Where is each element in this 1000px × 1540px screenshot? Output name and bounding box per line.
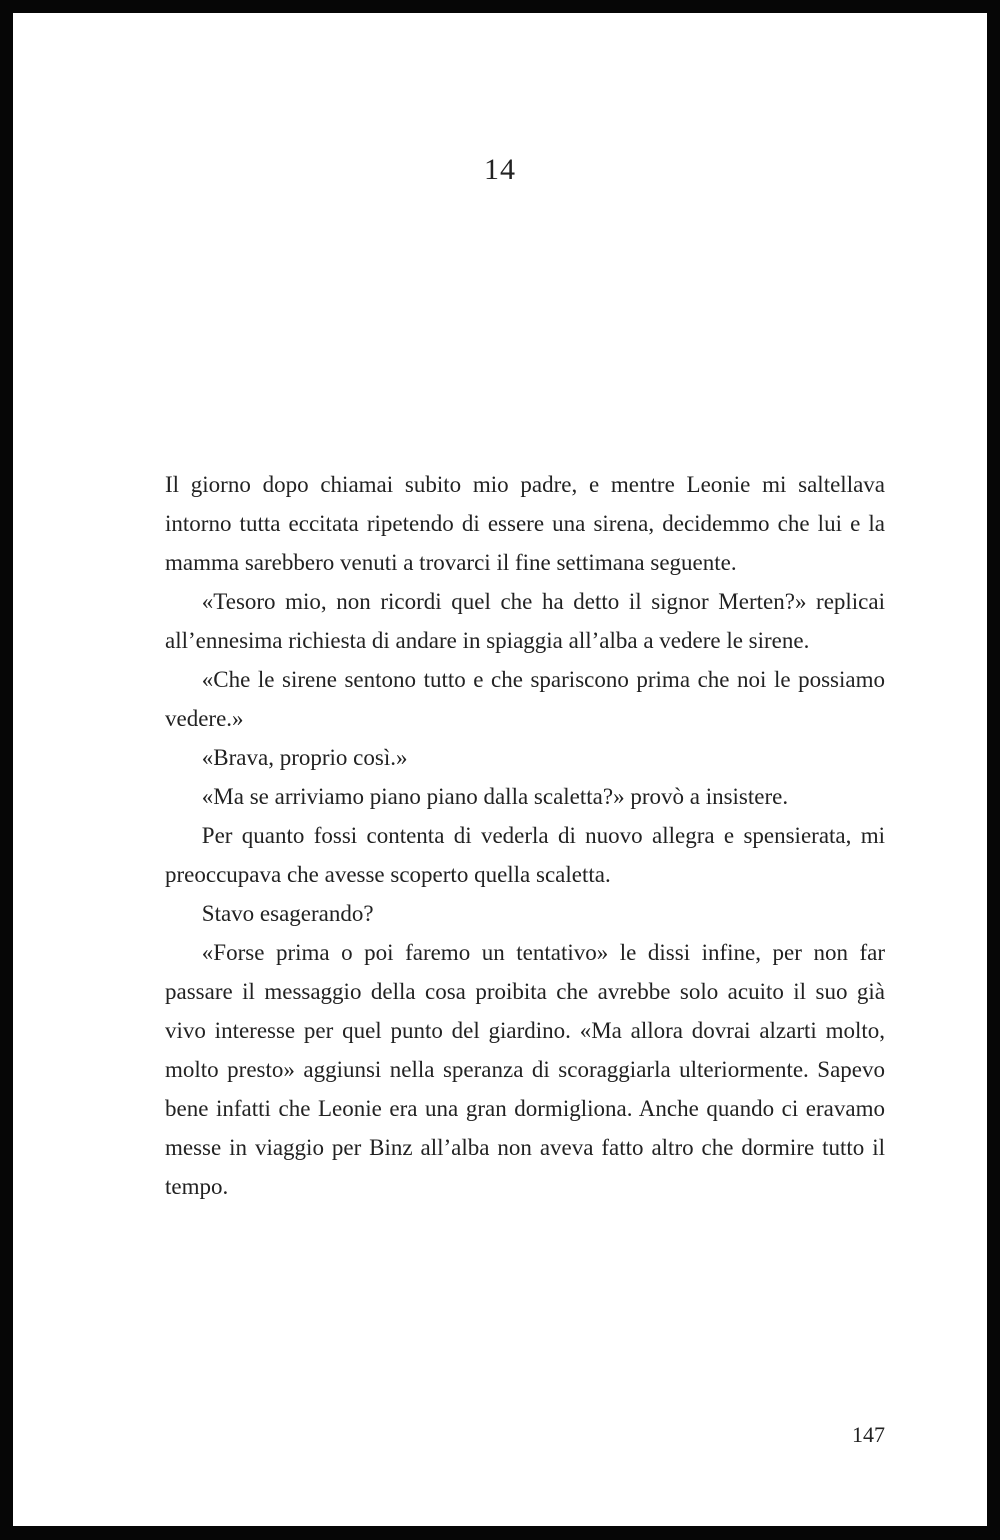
paragraph: «Brava, proprio così.» — [201, 745, 408, 770]
paragraph: Per quanto fossi contenta di vederla di nuovo allegra e spensierata, mi preoccupava che avesse scoperto quella scaletta. — [165, 823, 885, 887]
chapter-number: 14 — [484, 153, 516, 186]
paragraph: «Tesoro mio, non ricordi quel che ha detto il signor Merten?» replicai all’ennesima richiesta di andare in spiaggia all’alba a vedere le sirene. — [165, 589, 885, 653]
book-page — [13, 13, 987, 1526]
page-number: 147 — [852, 1422, 885, 1447]
paragraph: Stavo esagerando? — [201, 901, 374, 926]
body-text — [165, 465, 885, 1206]
paragraph: Il giorno dopo chiamai subito mio padre, e mentre Leonie mi saltellava intorno tutta eccitata ripetendo di essere una sirena, decidemmo che lui e la mamma sarebbero venuti a trovarci il fine settimana seguente. — [165, 472, 885, 575]
paragraph: «Ma se arriviamo piano piano dalla scaletta?» provò a insistere. — [201, 784, 789, 809]
paragraph: «Forse prima o poi faremo un tentativo» le dissi infine, per non far passare il messaggio della cosa proibita che avrebbe solo acuito il suo già vivo interesse per quel punto del giardino. «Ma allora dovrai alzarti molto, molto presto» aggiunsi nella speranza di scoraggiarla ulteriormente. Sapevo bene infatti che Leonie era una gran dormigliona. Anche quando ci eravamo messe in viaggio per Binz all’alba non aveva fatto altro che dormire tutto il tempo. — [165, 940, 885, 1199]
paragraph: «Che le sirene sentono tutto e che spariscono prima che noi le possiamo vedere.» — [165, 667, 885, 731]
